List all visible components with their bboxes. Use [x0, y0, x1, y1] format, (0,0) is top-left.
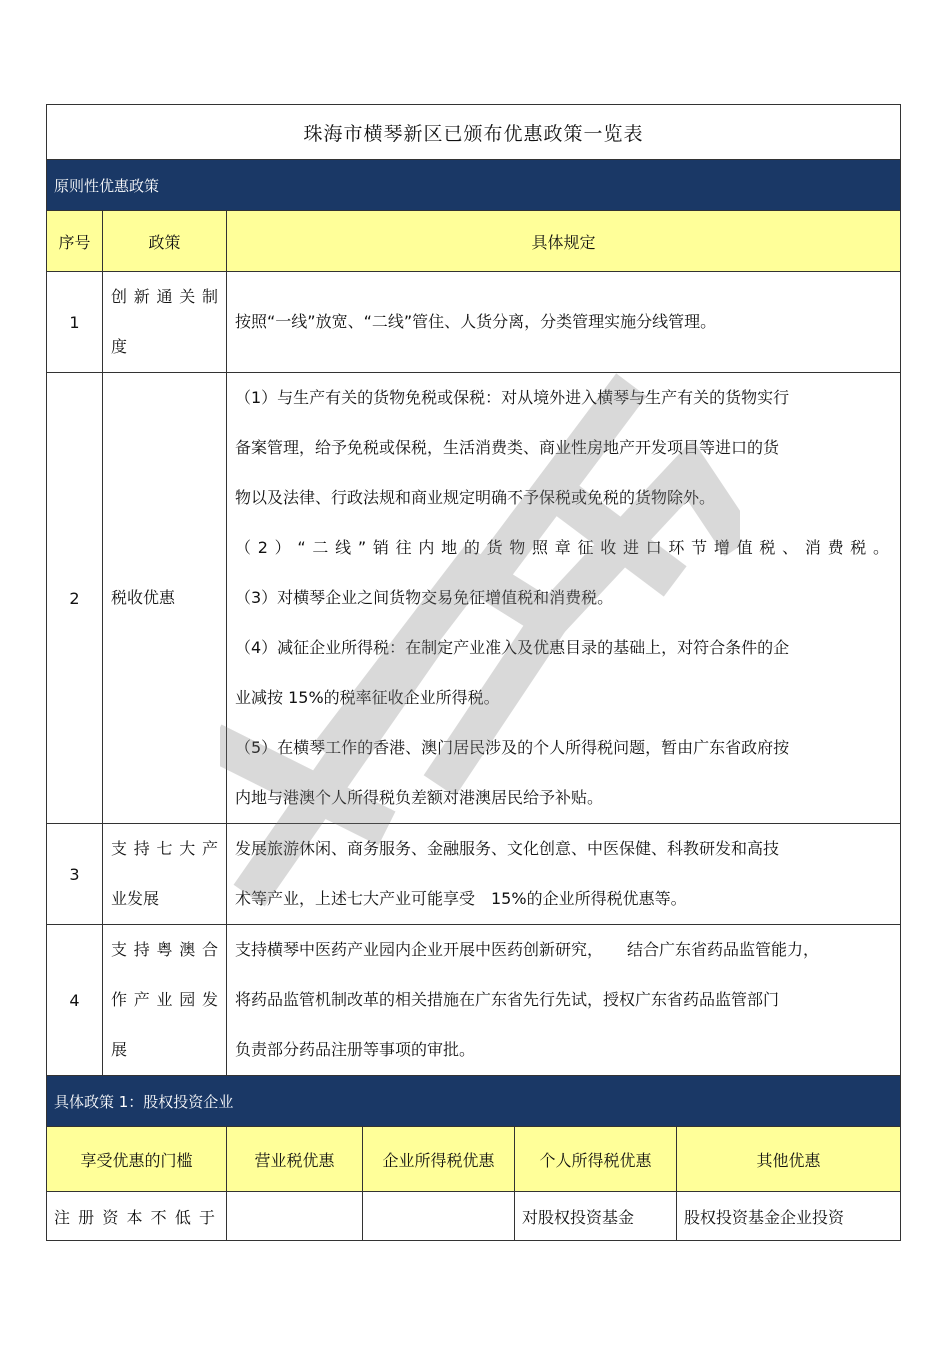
detail-line: （5）在横琴工作的香港、澳门居民涉及的个人所得税问题，暂由广东省政府按 — [235, 738, 790, 757]
detail-line: 将药品监管机制改革的相关措施在广东省先行先试，授权广东省药品监管部门 — [235, 990, 780, 1009]
policy-details — [227, 925, 901, 1076]
detail-line: （4）减征企业所得税：在制定产业准入及优惠目录的基础上，对符合条件的企 — [235, 638, 790, 657]
detail-line: （2）“二线”销往内地的货物照章征收进口环节增值税、消费税。 — [235, 538, 893, 557]
policy-details — [227, 373, 901, 824]
table-row — [47, 272, 901, 373]
table-row — [47, 925, 901, 1076]
detail-line: 支持横琴中医药产业园内企业开展中医药创新研究， 结合广东省药品监管能力， — [235, 940, 820, 959]
business-tax-cell — [227, 1192, 363, 1241]
detail-line: 物以及法律、行政法规和商业规定明确不予保税或免税的货物除外。 — [235, 488, 716, 507]
section-equity-header: 具体政策 1：股权投资企业 — [47, 1076, 901, 1127]
column-header-business-tax: 营业税优惠 — [227, 1127, 363, 1192]
detail-line: 按照“一线”放宽、“二线”管住、人货分离，分类管理实施分线管理。 — [235, 312, 717, 331]
detail-line: （1）与生产有关的货物免税或保税：对从境外进入横琴与生产有关的货物实行 — [235, 388, 790, 407]
section-principle-header: 原则性优惠政策 — [47, 160, 901, 211]
detail-line: 负责部分药品注册等事项的审批。 — [235, 1040, 476, 1059]
policy-name — [103, 272, 227, 373]
threshold-cell: 注册资本不低于 — [47, 1192, 227, 1241]
policy-line: 业发展 — [111, 889, 160, 908]
table-row — [47, 373, 901, 824]
policy-name — [103, 925, 227, 1076]
column-header-details: 具体规定 — [227, 211, 901, 272]
policy-name — [103, 824, 227, 925]
table-row — [47, 824, 901, 925]
policy-line: 税收优惠 — [111, 588, 176, 607]
column-header-threshold: 享受优惠的门槛 — [47, 1127, 227, 1192]
row-number: 1 — [47, 272, 103, 373]
policy-line: 支持七大产 — [111, 839, 218, 858]
table-row — [47, 1192, 901, 1241]
detail-line: 发展旅游休闲、商务服务、金融服务、文化创意、中医保健、科教研发和高技 — [235, 839, 780, 858]
detail-line: 内地与港澳个人所得税负差额对港澳居民给予补贴。 — [235, 788, 604, 807]
policy-details — [227, 272, 901, 373]
table-title: 珠海市横琴新区已颁布优惠政策一览表 — [47, 105, 901, 160]
policy-line: 创新通关制 — [111, 287, 218, 306]
policy-line: 度 — [111, 337, 128, 356]
column-header-corporate-tax: 企业所得税优惠 — [363, 1127, 515, 1192]
detail-line: （3）对横琴企业之间货物交易免征增值税和消费税。 — [235, 588, 614, 607]
policy-sheet — [46, 104, 900, 1241]
column-header-number: 序号 — [47, 211, 103, 272]
detail-line: 术等产业，上述七大产业可能享受 15%的企业所得税优惠等。 — [235, 889, 687, 908]
other-benefit-cell: 股权投资基金企业投资 — [677, 1192, 901, 1241]
policy-line: 展 — [111, 1040, 128, 1059]
column-header-other: 其他优惠 — [677, 1127, 901, 1192]
personal-tax-cell: 对股权投资基金 — [515, 1192, 677, 1241]
corporate-tax-cell — [363, 1192, 515, 1241]
detail-line: 备案管理，给予免税或保税，生活消费类、商业性房地产开发项目等进口的货 — [235, 438, 780, 457]
policy-table — [46, 104, 901, 1241]
column-header-personal-tax: 个人所得税优惠 — [515, 1127, 677, 1192]
policy-line: 作产业园发 — [111, 990, 218, 1009]
row-number: 2 — [47, 373, 103, 824]
column-header-policy: 政策 — [103, 211, 227, 272]
policy-line: 支持粤澳合 — [111, 940, 218, 959]
policy-details — [227, 824, 901, 925]
row-number: 4 — [47, 925, 103, 1076]
policy-name — [103, 373, 227, 824]
detail-line: 业减按 15%的税率征收企业所得税。 — [235, 688, 500, 707]
row-number: 3 — [47, 824, 103, 925]
